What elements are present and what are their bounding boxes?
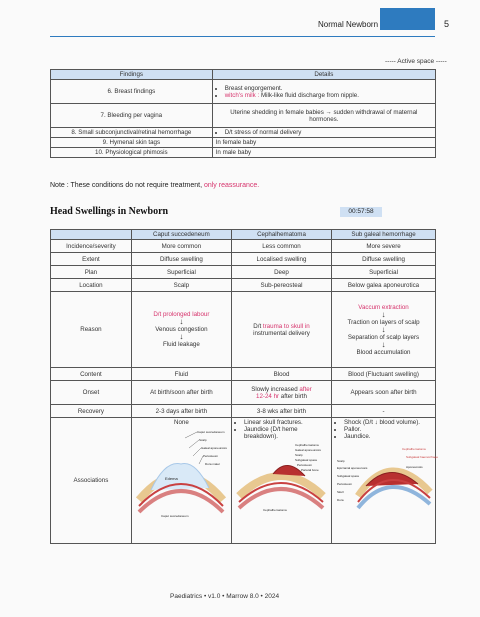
cell: Fluid xyxy=(131,368,231,381)
flow-step: Separation of scalp layers xyxy=(347,333,420,341)
witch-milk-definition: Milk-like fluid discharge from nipple. xyxy=(260,91,359,99)
section-title: Head Swellings in Newborn xyxy=(50,206,169,217)
finding-cell: 6. Breast findings xyxy=(51,80,213,104)
cell: Blood (Fluctuant swelling) xyxy=(332,368,436,381)
diagram-label: Edema xyxy=(165,476,179,481)
diagram-label: Caput succedaneum xyxy=(197,430,225,434)
cephalhematoma-header: Cephalhematoma xyxy=(231,230,331,240)
flow-step: D/t prolonged labour xyxy=(153,311,210,318)
note-highlight: only reassurance. xyxy=(203,182,260,189)
caput-diagram xyxy=(135,428,227,518)
cell xyxy=(231,292,331,368)
head-swellings-table xyxy=(50,229,436,544)
cell: Superficial xyxy=(131,266,231,279)
association-item: • Linear skull fractures. xyxy=(244,419,328,426)
association-item: • Pallor. xyxy=(344,426,432,433)
cell: At birth/soon after birth xyxy=(131,381,231,405)
cell: Diffuse swelling xyxy=(332,253,436,266)
cell: Superficial xyxy=(332,266,436,279)
header-accent-bar xyxy=(380,8,435,30)
page-footer: Paediatrics • v1.0 • Marrow 8.0 • 2024 xyxy=(170,593,280,600)
cell: Scalp xyxy=(131,279,231,292)
arrow-down-icon: ↓ xyxy=(179,317,184,326)
cell xyxy=(332,292,436,368)
table-row xyxy=(51,148,436,158)
table-row xyxy=(51,368,436,381)
row-label: Location xyxy=(51,279,132,292)
cell: Less common xyxy=(231,240,331,253)
arrow-down-icon: ↓ xyxy=(381,324,386,334)
chapter-title: Normal Newborn xyxy=(318,20,379,29)
onset-text: after birth xyxy=(279,392,307,400)
cell xyxy=(131,418,231,544)
cell: Below galea aponeurotica xyxy=(332,279,436,292)
diagram-label: Subgaleal space xyxy=(295,458,318,462)
table-row xyxy=(51,104,436,128)
cell: Localised swelling xyxy=(231,253,331,266)
cell: 2-3 days after birth xyxy=(131,405,231,418)
flow-step: Vaccum extraction xyxy=(358,303,409,311)
cell xyxy=(231,381,331,405)
detail-item xyxy=(225,92,432,99)
flow-step: Blood accumulation xyxy=(356,348,411,356)
video-timestamp[interactable]: 00:57:58 xyxy=(340,207,382,217)
cell xyxy=(231,418,331,544)
note-text: Note : These conditions do not require treatment, xyxy=(50,182,204,189)
witch-milk-term: witch's milk : xyxy=(224,91,261,99)
cell: More common xyxy=(131,240,231,253)
row-label: Content xyxy=(51,368,132,381)
subgaleal-diagram xyxy=(336,442,438,512)
caput-header: Caput succedeneum xyxy=(131,230,231,240)
onset-text: Slowly increased xyxy=(251,385,300,393)
table-row xyxy=(51,405,436,418)
arrow-down-icon: ↓ xyxy=(381,339,386,349)
finding-cell: 7. Bleeding per vagina xyxy=(51,104,213,128)
cell xyxy=(332,418,436,544)
diagram-label: Epicranial aponeurosis xyxy=(336,466,367,470)
cell: Sub-pereosteal xyxy=(231,279,331,292)
diagram-label: Periosteum xyxy=(203,454,219,458)
detail-item: • D/t stress of normal delivery xyxy=(225,129,432,136)
row-label: Reason xyxy=(51,292,132,368)
diagram-caption: Caput succedaneum xyxy=(161,514,189,518)
finding-cell: 9. Hymenal skin tags xyxy=(51,138,213,148)
table-row xyxy=(51,80,436,104)
reason-text: instrumental delivery xyxy=(253,329,310,337)
diagram-label: Periosteum xyxy=(297,463,313,467)
finding-cell: 10. Physiological phimosis xyxy=(51,148,213,158)
detail-item: • Breast engorgement. xyxy=(225,85,432,92)
diagram-label: Dura mater xyxy=(205,462,221,466)
cell: More severe xyxy=(332,240,436,253)
arrow-down-icon: ↓ xyxy=(179,332,184,341)
cell: Deep xyxy=(231,266,331,279)
flow-step: Traction on layers of scalp xyxy=(347,318,420,326)
reason-prefix: D/t xyxy=(253,322,263,330)
subgaleal-header: Sub galeal hemorrhage xyxy=(332,230,436,240)
association-text: None xyxy=(173,419,189,426)
details-header: Details xyxy=(212,70,435,80)
association-item: • Shock (D/t ↓ blood volume). xyxy=(344,419,432,426)
table-row xyxy=(51,240,436,253)
table-row xyxy=(51,279,436,292)
diagram-label: Cephalhematoma xyxy=(401,447,426,451)
table-row xyxy=(51,418,436,544)
details-cell: In female baby xyxy=(212,138,435,148)
details-cell: Uterine shedding in female babies → sudden withdrawal of maternal hormones. xyxy=(212,104,435,128)
row-label: Associations xyxy=(51,418,132,544)
finding-cell: 8. Small subconjunctival/retinal hemorrhage xyxy=(51,128,213,138)
diagram-label: Subgaleal haemorrhage xyxy=(405,455,438,459)
diagram-label: Scalp xyxy=(336,459,345,463)
row-label: Onset xyxy=(51,381,132,405)
cell xyxy=(131,292,231,368)
active-space-label: ----- Active space ----- xyxy=(385,58,447,65)
findings-header: Findings xyxy=(51,70,213,80)
cell: Appears soon after birth xyxy=(332,381,436,405)
flow-step: Fluid leakage xyxy=(162,341,200,348)
row-label: Extent xyxy=(51,253,132,266)
table-row xyxy=(51,138,436,148)
table-row xyxy=(51,292,436,368)
corner-header xyxy=(51,230,132,240)
row-label: Incidence/severity xyxy=(51,240,132,253)
arrow-down-icon: ↓ xyxy=(381,309,386,319)
diagram-label: Aponeurosis xyxy=(405,465,423,469)
details-cell xyxy=(212,128,435,138)
note xyxy=(50,182,259,189)
diagram-label: Scalp xyxy=(295,453,303,457)
cell: 3-8 wks after birth xyxy=(231,405,331,418)
diagram-label: Galeal aponeurosis xyxy=(201,446,228,450)
table-row xyxy=(51,128,436,138)
table-row xyxy=(51,253,436,266)
diagram-label: Subgaleal space xyxy=(336,474,359,478)
flow-step: Venous congestion xyxy=(155,326,208,333)
onset-highlight: 12-24 hr xyxy=(256,392,280,400)
onset-highlight: after xyxy=(299,385,312,393)
cell: Diffuse swelling xyxy=(131,253,231,266)
diagram-label: Skull xyxy=(336,490,344,494)
reason-highlight: trauma to skull in xyxy=(262,322,310,330)
diagram-label: Periosteum xyxy=(336,482,352,486)
row-label: Recovery xyxy=(51,405,132,418)
diagram-label: Dura xyxy=(336,498,344,502)
diagram-label: Parietal bone xyxy=(301,468,320,472)
cell: Blood xyxy=(231,368,331,381)
header-divider xyxy=(50,36,435,37)
findings-table xyxy=(50,69,436,158)
details-cell xyxy=(212,80,435,104)
association-item: • Jaundice. xyxy=(344,433,432,440)
diagram-label: Scalp xyxy=(199,438,207,442)
cell: - xyxy=(332,405,436,418)
diagram-caption: Cephalhematoma xyxy=(263,508,288,512)
page-number: 5 xyxy=(444,19,450,29)
diagram-label: Galeal aponeurosis xyxy=(295,448,322,452)
table-row xyxy=(51,266,436,279)
details-cell: In male baby xyxy=(212,148,435,158)
table-row xyxy=(51,381,436,405)
row-label: Plan xyxy=(51,266,132,279)
cephalhematoma-diagram xyxy=(235,442,327,512)
diagram-label: Cephalhematoma xyxy=(295,443,320,447)
association-item: • Jaundice (D/t heme breakdown). xyxy=(244,426,328,440)
